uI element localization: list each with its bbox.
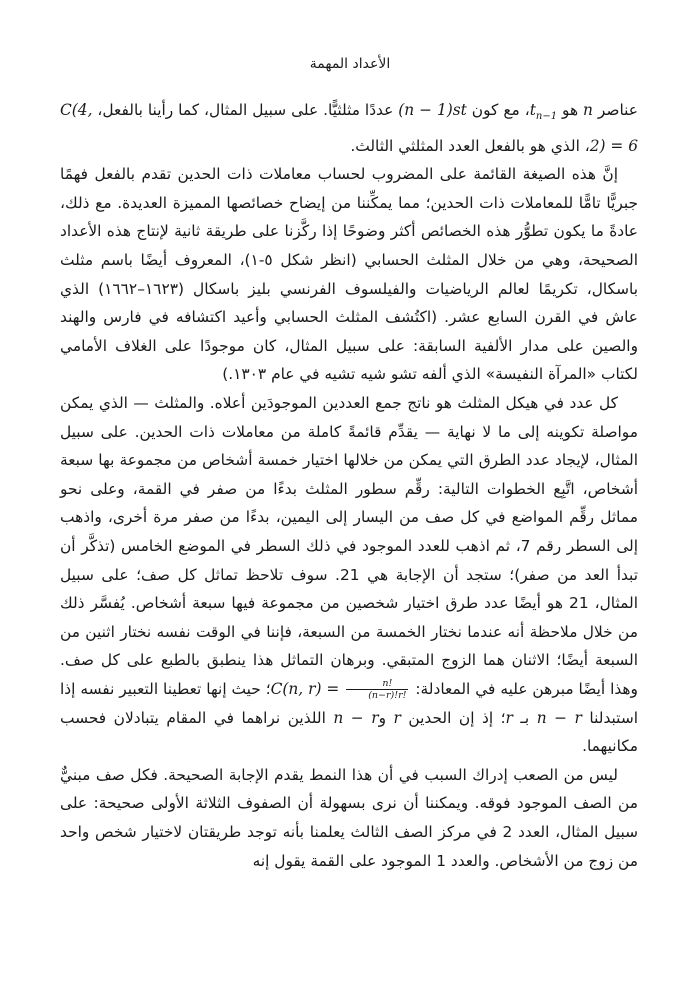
math-c-n-r: C(n, r) = (270, 679, 345, 698)
fraction-denominator: (n−r)!r! (368, 690, 407, 702)
math-subscript: n−1 (535, 111, 558, 123)
paragraph-2: إنَّ هذه الصيغة القائمة على المضروب لحساب معاملات ذات الحدين تقدم بالفعل فهمًا جبريًّا تامًّا للمعاملات ذات الحدين؛ مما يمكِّننا من إيضاح خصائصها المميزة العديدة. مع ذلك، عادةً ما يكون تطوُّر هذه الخصائص أكثر وضوحًا إذا ركَّزنا على طريقة ثانية لإنتاج هذه الأعداد الصحيحة، وهي من خلال المثلث الحسابي (انظر شكل ٥-١)، المعروف أيضًا باسم مثلث باسكال، تكريمًا لعالم الرياضيات والفيلسوف الفرنسي بليز باسكال (١٦٢٣–١٦٦٢) الذي عاش في القرن السابع عشر. (اكتُشف المثلث الحسابي وأعيد اكتشافه في فارس والهند والصين على مدار الألفية السابقة: على سبيل المثال، كان موجودًا على الغلاف الأمامي لكتاب «المرآة النفيسة» الذي ألفه تشو شيه تشيه في عام ١٣٠٣.) (60, 165, 638, 384)
text-run: ؛ إذ إن الحدين (400, 708, 506, 727)
math-n-minus-r: n − r (536, 708, 582, 727)
text-run: ، مع كون (466, 101, 530, 119)
text-run: و (378, 708, 394, 727)
math-n-minus-1-st: (n − 1)st (398, 101, 467, 119)
paragraph-1 (60, 96, 638, 160)
math-c-4-2: C(4, 2) = 6 (60, 101, 638, 155)
text-run: ، الذي هو بالفعل العدد المثلثي الثالث. (350, 136, 590, 155)
paragraph-3 (60, 389, 638, 761)
text-run: بـ (512, 708, 537, 727)
math-t: t (529, 101, 536, 119)
text-run: كل عدد في هيكل المثلث هو ناتج جمع العددين الموجودَين أعلاه. والمثلث — الذي يمكن مواصلة تكوينه إلى ما لا نهاية — يقدِّم قائمةً كاملة من معاملات ذات الحدين. على سبيل المثال، لإيجاد عدد الطرق التي يمكن من خلالها اختيار خمسة أشخاص من مجموعة بها سبعة أشخاص، اتَّبِع الخطوات التالية: رقِّم سطور المثلث بدءًا من صفر في القمة، وعلى نحو مماثل رقِّم المواضع في كل صف من اليسار إلى اليمين، بدءًا من صفر مرة أخرى، واذهب إلى السطر رقم 7، ثم اذهب للعدد الموجود في ذلك السطر في الموضع الخامس (تذكَّر أن تبدأ العد من صفر)؛ ستجد أن الإجابة هي 21. سوف تلاحظ تماثل كل صف؛ على سبيل المثال، 21 هو أيضًا عدد طرق اختيار شخصين من مجموعة فيها سبعة أشخاص. يُفسَّر ذلك من خلال ملاحظة أنه عندما نختار الخمسة من السبعة، فإننا في الوقت نفسه نختار اثنين من السبعة أيضًا؛ الاثنان هما الزوج المتبقي. وبرهان التماثل هذا ينطبق بالطبع على كل صف. وهذا أيضًا مبرهن عليه في المعادلة: (60, 394, 638, 698)
math-r: r (505, 708, 513, 727)
math-n: n (583, 101, 593, 119)
text-run: عددًا مثلثيًّا. على سبيل المثال، كما رأينا بالفعل، (92, 101, 399, 119)
math-fraction (346, 678, 408, 701)
math-r: r (393, 708, 401, 727)
text-run: عناصر (592, 101, 638, 119)
body-text (60, 96, 638, 875)
text-run: هو (557, 101, 584, 119)
math-t-n-minus-1 (529, 101, 558, 123)
math-n-minus-r: n − r (333, 708, 379, 727)
running-header: الأعداد المهمة (309, 56, 391, 72)
text-run: اللذين نراهما في المقام يتبادلان فحسب مكانيهما. (60, 708, 638, 756)
fraction-numerator: n! (346, 678, 408, 690)
text-run: ؛ حيث إنها تعطينا التعبير نفسه إذا استبدلنا (60, 679, 638, 727)
math-binomial-formula (270, 678, 411, 702)
paragraph-4: ليس من الصعب إدراك السبب في أن هذا النمط يقدم الإجابة الصحيحة. فكل صف مبنيٌّ من الصف الموجود فوقه. ويمكننا أن نرى بسهولة أن الصفوف الثلاثة الأولى صحيحة: على سبيل المثال، العدد 2 في مركز الصف الثالث يعلمنا بأنه توجد طريقتان لاختيار شخص واحد من زوج من الأشخاص. والعدد 1 الموجود على القمة يقول إنه (60, 765, 639, 870)
